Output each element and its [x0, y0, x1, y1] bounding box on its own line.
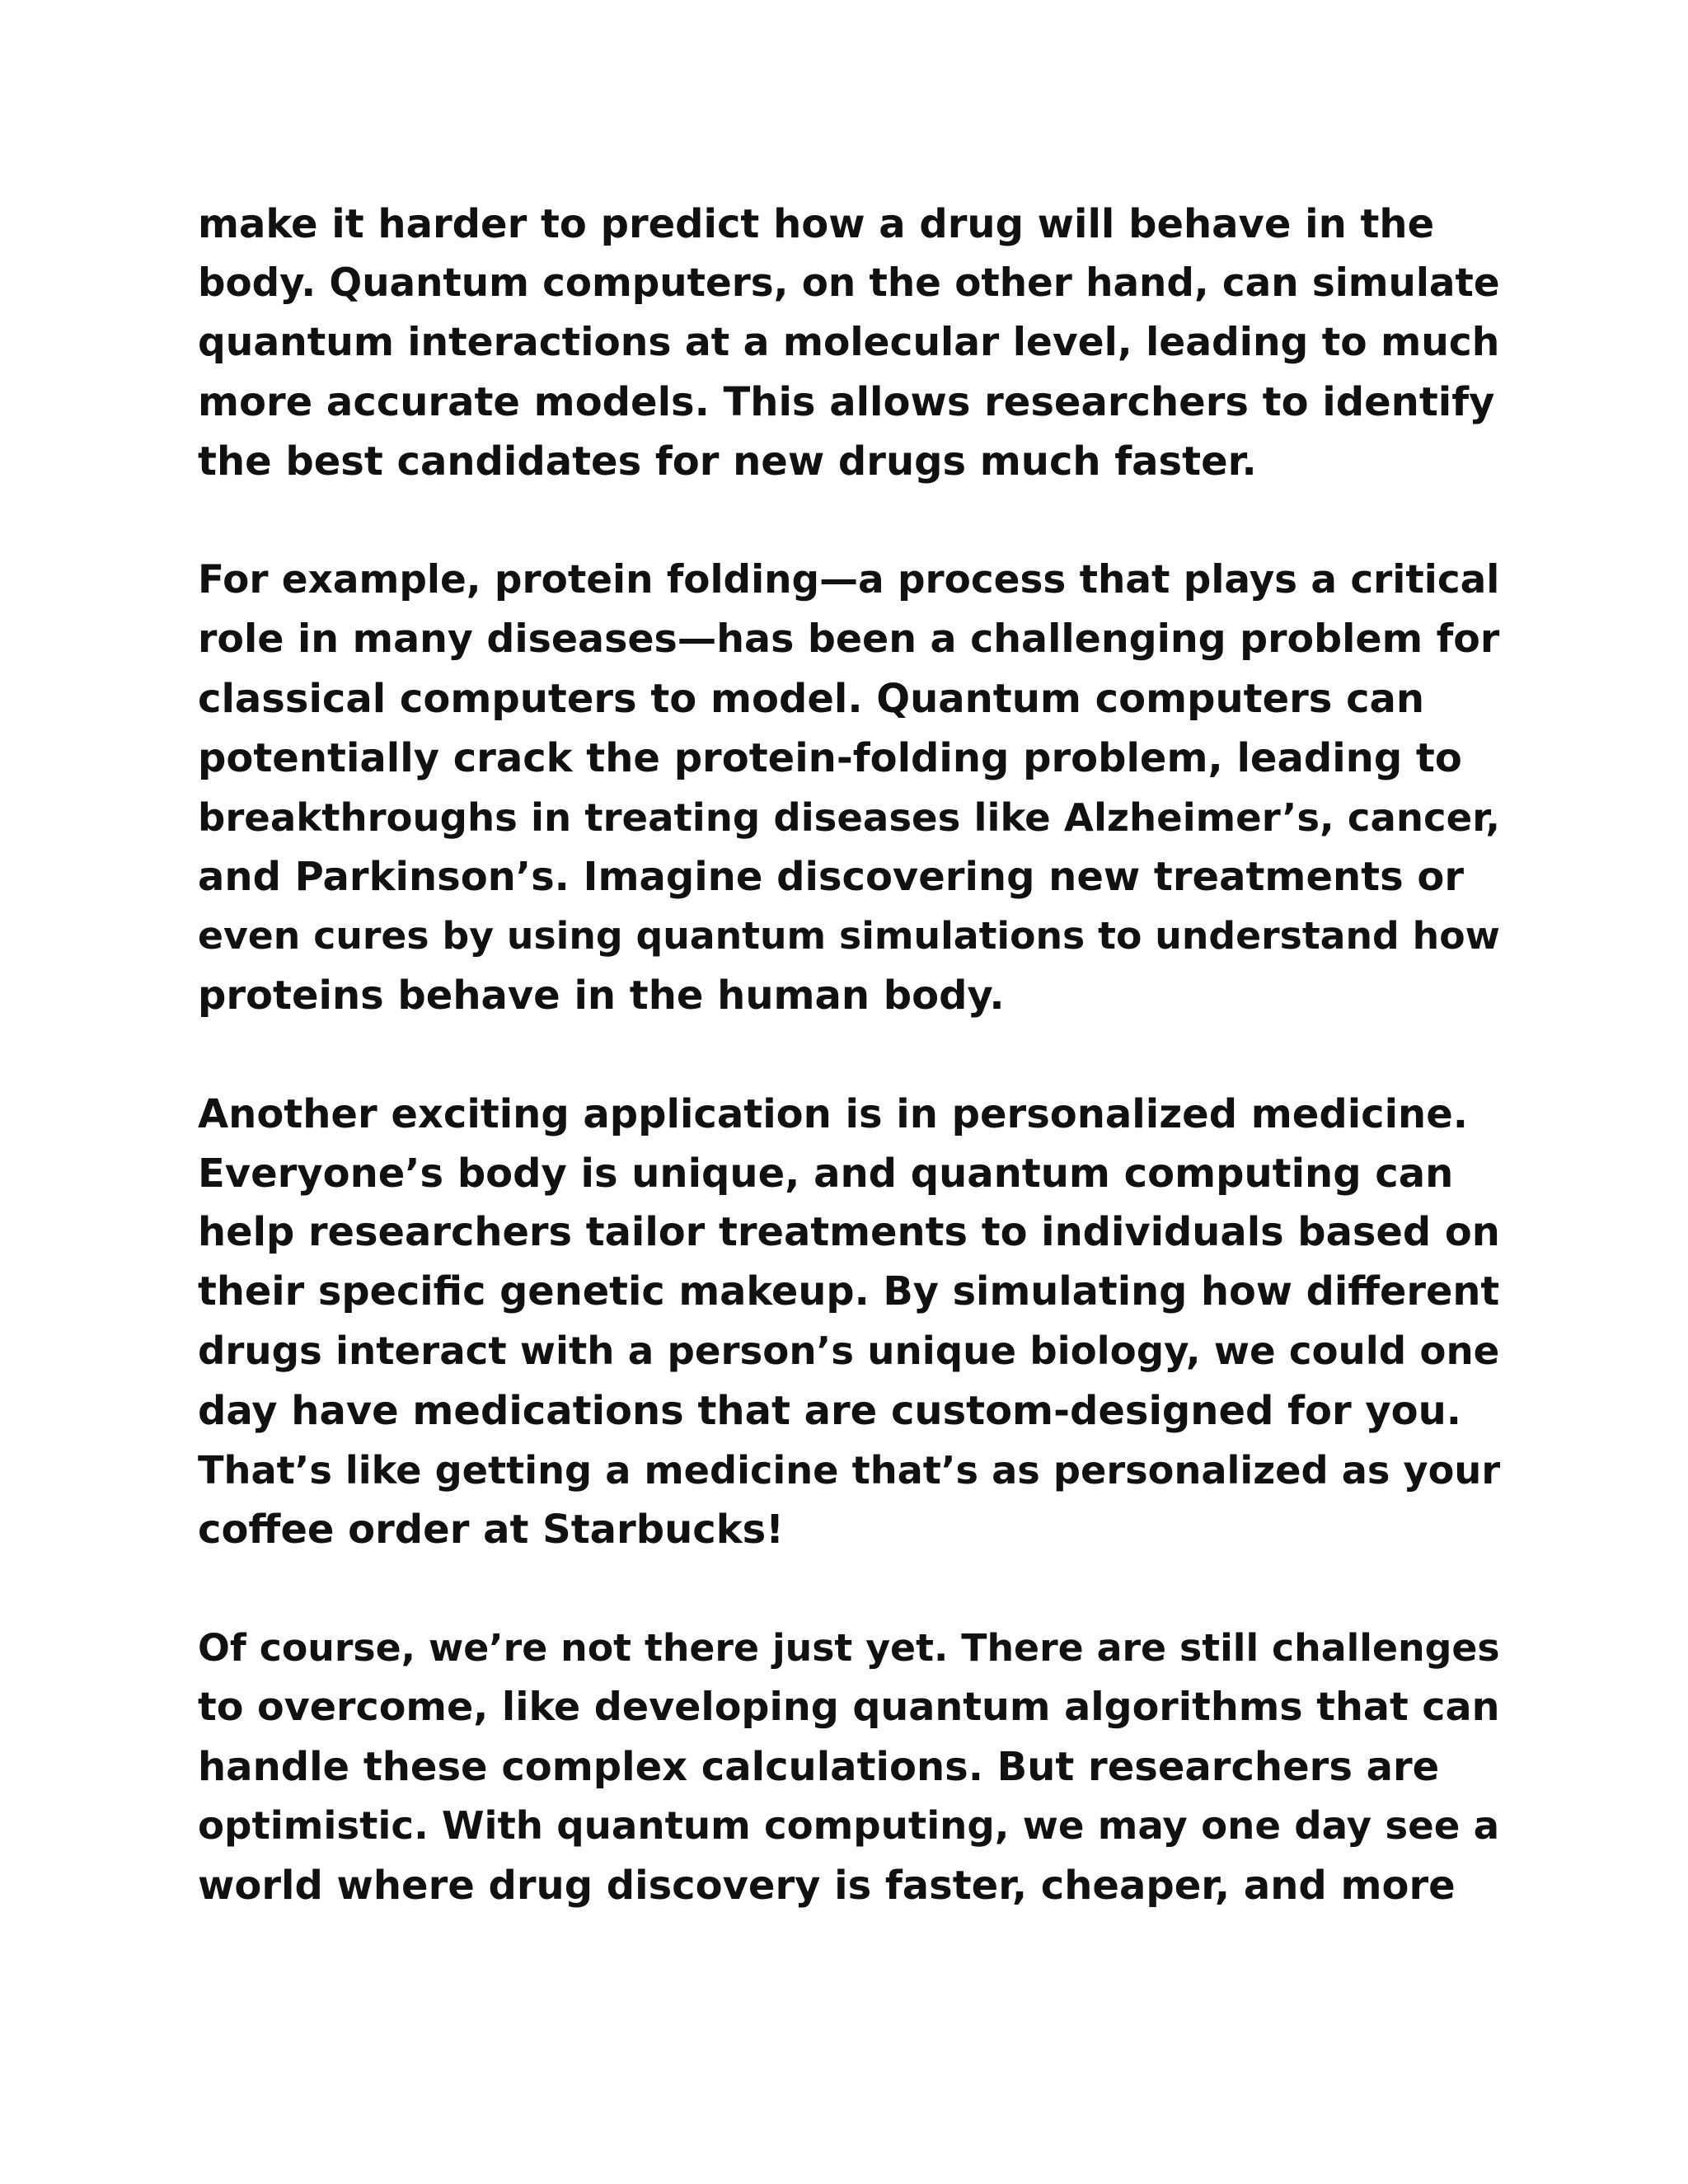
- text-line: role in many diseases—has been a challenging problem for: [198, 616, 1500, 662]
- text-line: drugs interact with a person’s unique biology, we could one: [198, 1329, 1500, 1374]
- text-line: handle these complex calculations. But researchers are: [198, 1744, 1440, 1790]
- text-line: Of course, we’re not there just yet. There are still challenges: [198, 1626, 1500, 1670]
- text-line: Another exciting application is in personalized medicine.: [198, 1091, 1469, 1137]
- text-line: potentially crack the protein-folding problem, leading to: [198, 735, 1462, 781]
- text-line: That’s like getting a medicine that’s as personalized as your: [198, 1448, 1501, 1493]
- text-line: proteins behave in the human body.: [198, 972, 1005, 1019]
- paragraph-3: [198, 1085, 1500, 1559]
- text-line: breakthroughs in treating diseases like Alzheimer’s, cancer,: [198, 795, 1501, 840]
- text-line: optimistic. With quantum computing, we may one day see a: [198, 1804, 1500, 1849]
- text-line: body. Quantum computers, on the other hand, can simulate: [198, 261, 1500, 306]
- text-line: coffee order at Starbucks!: [198, 1507, 785, 1553]
- text-line: make it harder to predict how a drug will behave in the: [198, 201, 1435, 247]
- text-line: to overcome, like developing quantum algorithms that can: [198, 1685, 1500, 1730]
- text-line: help researchers tailor treatments to individuals based on: [198, 1210, 1500, 1255]
- text-line: quantum interactions at a molecular level, leading to much: [198, 320, 1500, 365]
- text-line: day have medications that are custom-designed for you.: [198, 1388, 1461, 1434]
- paragraph-4: [198, 1619, 1500, 1915]
- text-line: For example, protein folding—a process that plays a critical: [198, 557, 1500, 602]
- text-line: more accurate models. This allows researchers to identify: [198, 379, 1495, 425]
- text-line: even cures by using quantum simulations to understand how: [198, 914, 1500, 958]
- text-line: world where drug discovery is faster, cheaper, and more: [198, 1863, 1456, 1909]
- text-line: classical computers to model. Quantum computers can: [198, 676, 1425, 722]
- paragraph-2: [198, 551, 1500, 1025]
- paragraph-1: [198, 194, 1500, 491]
- text-line: the best candidates for new drugs much faster.: [198, 438, 1257, 485]
- text-line: their specific genetic makeup. By simulating how different: [198, 1269, 1500, 1315]
- text-line: and Parkinson’s. Imagine discovering new treatments or: [198, 854, 1465, 900]
- text-line: Everyone’s body is unique, and quantum computing can: [198, 1151, 1454, 1197]
- body-text: [198, 194, 1500, 1975]
